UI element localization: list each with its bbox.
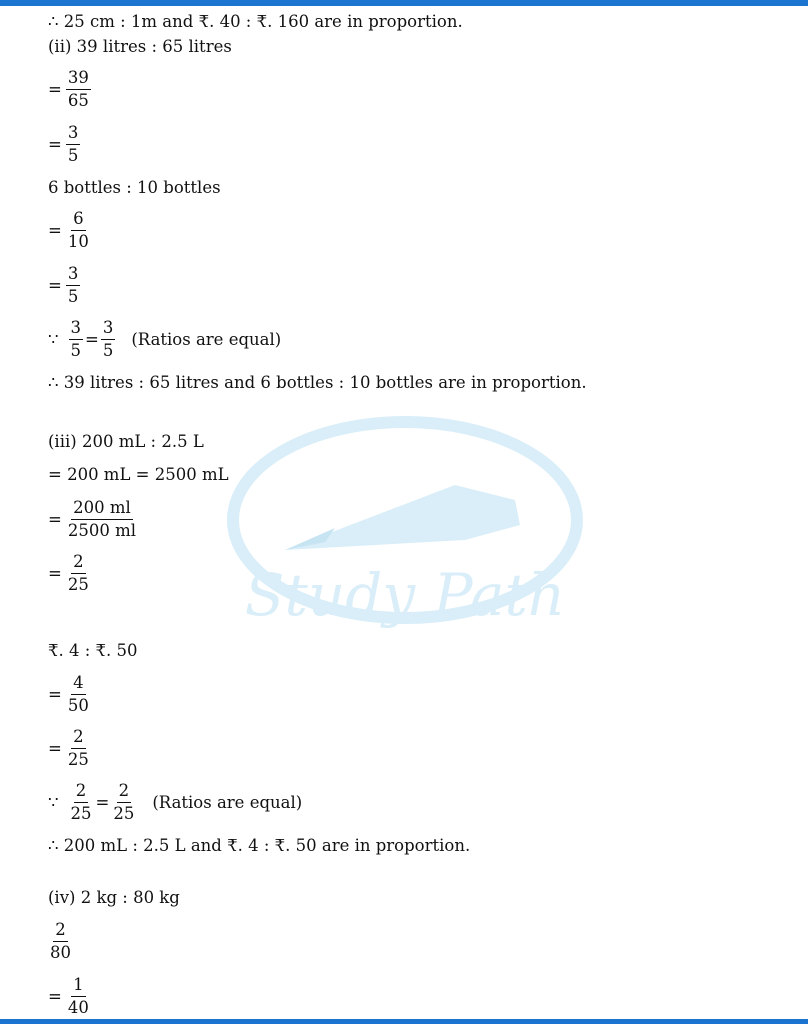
denominator: 25	[70, 804, 92, 823]
ratios-equal-note: (Ratios are equal)	[131, 330, 282, 349]
line-rupees: ₹. 4 : ₹. 50	[48, 641, 138, 660]
fraction	[66, 497, 138, 542]
equals-sign: =	[48, 739, 62, 758]
denominator: 25	[67, 575, 89, 594]
fraction	[66, 208, 91, 253]
numerator: 2	[71, 551, 86, 574]
numerator: 3	[69, 317, 84, 340]
fraction	[66, 974, 91, 1019]
fraction	[66, 122, 81, 167]
fraction	[66, 551, 91, 596]
fraction	[69, 780, 94, 825]
eq-1-40	[48, 974, 91, 1019]
bottom-accent-bar	[0, 1019, 808, 1024]
line-part-iv: (iv) 2 kg : 80 kg	[48, 888, 180, 907]
ratios-equal-note: (Ratios are equal)	[152, 793, 303, 812]
eq-39-65	[48, 67, 91, 112]
numerator: 3	[66, 122, 81, 145]
numerator: 2	[71, 726, 86, 749]
line-conclusion-i: ∴ 25 cm : 1m and ₹. 40 : ₹. 160 are in proportion.	[48, 12, 463, 31]
denominator: 65	[67, 91, 89, 110]
equals-sign: =	[48, 564, 62, 583]
equals-sign: =	[48, 685, 62, 704]
denominator: 25	[67, 750, 89, 769]
line-conclusion-iii: ∴ 200 mL : 2.5 L and ₹. 4 : ₹. 50 are in proportion.	[48, 836, 471, 855]
line-conversion: = 200 mL = 2500 mL	[48, 465, 229, 484]
numerator: 6	[71, 208, 86, 231]
numerator: 3	[101, 317, 116, 340]
equals-sign: =	[48, 80, 62, 99]
eq-4-50	[48, 672, 91, 717]
numerator: 2	[53, 919, 68, 942]
fraction	[66, 67, 91, 112]
eq-6-10	[48, 208, 91, 253]
line-part-iii: (iii) 200 mL : 2.5 L	[48, 432, 204, 451]
numerator: 4	[71, 672, 86, 695]
fraction	[111, 780, 136, 825]
line-bottles: 6 bottles : 10 bottles	[48, 178, 221, 197]
eq-2-25	[48, 551, 91, 596]
line-conclusion-ii: ∴ 39 litres : 65 litres and 6 bottles : 10 bottles are in proportion.	[48, 373, 587, 392]
fraction	[101, 317, 116, 362]
fraction	[66, 263, 81, 308]
because-symbol: ∵	[48, 793, 59, 812]
numerator: 2	[74, 780, 89, 803]
eq-2-25-b	[48, 726, 91, 771]
top-accent-bar	[0, 0, 808, 6]
equals-sign: =	[95, 793, 110, 812]
fraction	[69, 317, 84, 362]
line-part-ii: (ii) 39 litres : 65 litres	[48, 37, 232, 56]
fraction	[66, 672, 91, 717]
denominator: 10	[67, 232, 89, 251]
eq-200ml-2500ml	[48, 497, 138, 542]
numerator: 1	[71, 974, 86, 997]
numerator: 200 ml	[71, 497, 133, 520]
equals-sign: =	[48, 221, 62, 240]
equals-sign: =	[85, 330, 99, 349]
equals-sign: =	[48, 276, 62, 295]
denominator: 25	[113, 804, 135, 823]
eq-ratios-equal-iii	[48, 780, 302, 825]
equals-sign: =	[48, 987, 62, 1006]
fraction	[48, 919, 73, 964]
eq-3-5	[48, 122, 80, 167]
denominator: 2500 ml	[67, 521, 136, 540]
denominator: 50	[67, 696, 89, 715]
denominator: 5	[67, 287, 79, 306]
because-symbol: ∵	[48, 330, 59, 349]
eq-ratios-equal-ii	[48, 317, 281, 362]
equals-sign: =	[48, 135, 62, 154]
numerator: 2	[117, 780, 132, 803]
denominator: 5	[102, 341, 114, 360]
equals-sign: =	[48, 510, 62, 529]
denominator: 40	[67, 998, 89, 1017]
eq-2-80	[48, 919, 73, 964]
fraction	[66, 726, 91, 771]
numerator: 39	[66, 67, 91, 90]
watermark-text: Study Path	[244, 561, 566, 629]
denominator: 5	[70, 341, 81, 360]
numerator: 3	[66, 263, 81, 286]
denominator: 5	[67, 146, 79, 165]
study-path-watermark	[215, 410, 595, 650]
denominator: 80	[50, 943, 71, 962]
eq-3-5-b	[48, 263, 80, 308]
